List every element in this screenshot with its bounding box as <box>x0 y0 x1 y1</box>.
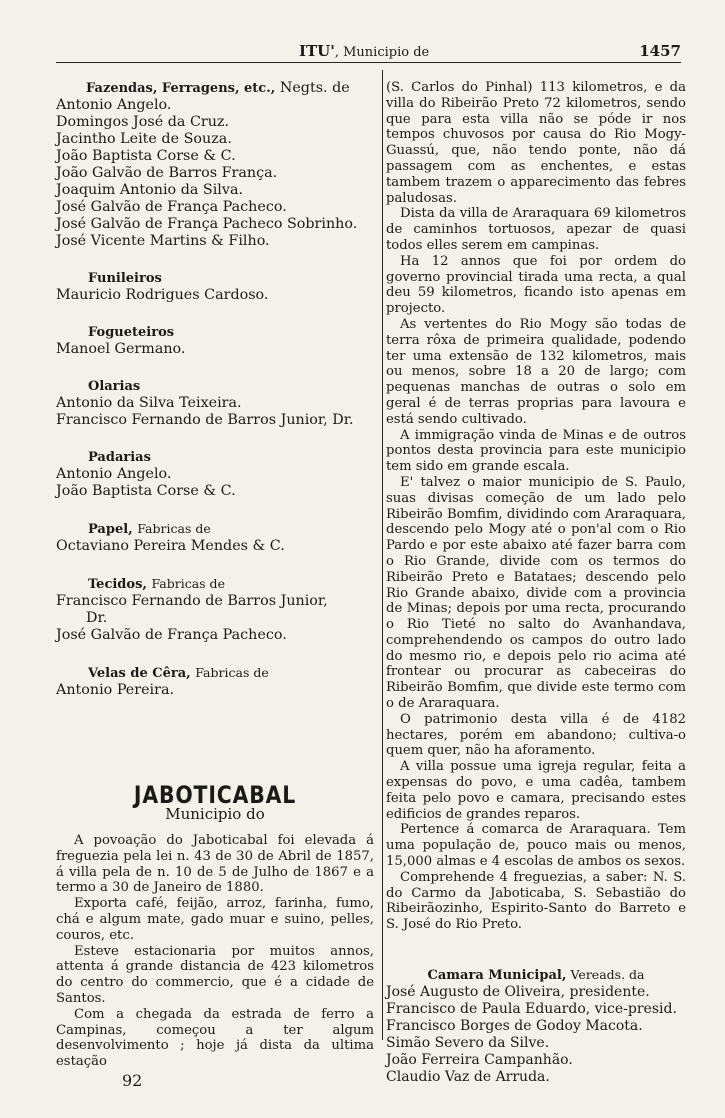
body-paragraph: A villa possue uma igreja regular, feita a expensas do povo, e uma cadêa, tambem feita pelo povo e camara, precisando estes edificios de grandes reparos. <box>386 759 686 822</box>
list-item-continuation: Dr. <box>86 610 108 626</box>
category-suffix: Fabricas de <box>195 665 269 680</box>
list-item: Francisco Borges de Godoy Macota. <box>386 1017 643 1034</box>
funileiros-heading <box>56 270 374 287</box>
list-item: Joaquim Antonio da Silva. <box>56 182 244 198</box>
padarias-heading <box>56 449 374 466</box>
category-suffix: Vereads. da <box>570 967 645 983</box>
list-item: João Baptista Corse & C. <box>56 483 236 499</box>
category-label: Papel, <box>88 522 133 537</box>
list-item: Francisco Fernando de Barros Junior, Dr. <box>56 412 354 428</box>
right-column <box>386 80 686 1086</box>
section-subtitle: Municipio do <box>165 805 265 823</box>
category-label: Olarias <box>88 379 141 394</box>
list-item: Mauricio Rodrigues Cardoso. <box>56 287 269 303</box>
list-item: Octaviano Pereira Mendes & C. <box>56 538 285 554</box>
column-divider <box>382 70 383 1040</box>
body-paragraph: Esteve estacionaria por muitos annos, attenta á grande distancia de 423 kilometros do centro do commercio, que é a cidade de Santos. <box>56 943 374 1006</box>
body-paragraph: Com a chegada da estrada de ferro a Campinas, começou a ter algum desenvolvimento ; hoje já dista da ultima estação <box>56 1006 374 1070</box>
page-header <box>56 40 681 63</box>
fazendas-heading <box>56 80 374 97</box>
list-item: Francisco Fernando de Barros Junior, <box>56 593 328 609</box>
category-suffix: Fabricas de <box>151 576 225 591</box>
papel-heading <box>56 520 374 538</box>
list-item: José Galvão de França Pacheco. <box>56 627 287 643</box>
city-name: ITU' <box>299 42 335 60</box>
list-item: José Galvão de França Pacheco Sobrinho. <box>56 216 358 232</box>
list-item: Francisco de Paula Eduardo, vice-presid. <box>386 1000 677 1017</box>
olarias-heading <box>56 378 374 395</box>
body-paragraph: A povoação do Jaboticabal foi elevada á freguezia pela lei n. 43 de 30 de Abril de 1857, á villa pela de n. 10 de 5 de Julho de 1867 e a termo a 30 de Janeiro de 1880. <box>56 833 374 896</box>
body-paragraph: Dista da villa de Araraquara 69 kilometros de caminhos tortuosos, apezar de quasi todos elles serem em campinas. <box>386 206 686 253</box>
body-paragraph: Ha 12 annos que foi por ordem do governo provincial tirada uma recta, a qual deu 59 kilometros, ficando isto apenas em projecto. <box>386 253 686 317</box>
body-paragraph: Comprehende 4 freguezias, a saber: N. S. do Carmo da Jaboticaba, S. Sebastião do Ribeirãozinho, Espirito-Santo do Barreto e S. José do Rio Preto. <box>386 869 686 933</box>
list-item: João Galvão de Barros França. <box>56 165 278 181</box>
list-item: José Galvão de França Pacheco. <box>56 199 287 215</box>
body-paragraph: Pertence á comarca de Araraquara. Tem uma população de, pouco mais ou menos, 15,000 almas e 4 escolas de ambos os sexos. <box>386 822 686 870</box>
list-item: Antonio Angelo. <box>56 466 172 482</box>
section-title: JABOTICABAL <box>133 781 297 809</box>
list-item: Domingos José da Cruz. <box>56 114 230 130</box>
camara-heading <box>386 967 686 984</box>
category-suffix: Fabricas de <box>137 521 211 536</box>
body-paragraph: E' talvez o maior municipio de S. Paulo, suas divisas começão de um lado pelo Ribeirão Bomfim, dividindo com Araraquara, descendo pelo Mogy até o pon'al com o Rio Pardo e por este abaixo até fazer barra com o Rio Grande, divide com os termos do Ribeirão Preto e Batataes; descendo pelo Rio Grande abaixo, divide com a provincia de Minas; depois por uma recta, procurando o Rio Tieté no salto do Avanhandava, comprehendendo os campos do outro lado do mesmo rio, e depois pelo rio acima até frontear ou procurar as cabeceiras do Ribeirão Bomfim, que divide este termo com o de Araraquara. <box>386 474 686 712</box>
list-item: João Baptista Corse & C. <box>56 148 236 164</box>
list-item: João Ferreira Campanhão. <box>386 1051 573 1068</box>
body-paragraph: As vertentes do Rio Mogy são todas de terra rôxa de primeira qualidade, podendo ter uma extensão de 132 kilometros, mais ou menos, sobre 18 a 20 de largo; com pequenas manchas de outras o solo em geral é de terras proprias para lavoura e está sendo cultivado. <box>386 316 686 427</box>
category-label: Camara Municipal, <box>427 968 567 984</box>
body-paragraph: (S. Carlos do Pinhal) 113 kilometros, e da villa do Ribeirão Preto 72 kilometros, sendo que para esta villa não se póde ir nos tempos chuvosos por causa do Rio Mogy-Guassú, que, não tendo ponte, não dá passagem com as enchentes, e estas tambem trazem o apparecimento das febres paludosas. <box>386 80 686 206</box>
list-item: Antonio da Silva Teixeira. <box>56 395 242 411</box>
list-item: Manoel Germano. <box>56 341 186 357</box>
category-label: Funileiros <box>88 271 162 286</box>
left-column <box>56 80 374 1089</box>
list-item: Antonio Pereira. <box>56 682 175 698</box>
page-number: 1457 <box>639 42 681 60</box>
body-paragraph: O patrimonio desta villa é de 4182 hectares, porém em abandono; cultiva-o quem quer, não ha aforamento. <box>386 711 686 759</box>
list-item: José Augusto de Oliveira, presidente. <box>386 983 650 1000</box>
list-item: Antonio Angelo. <box>56 97 172 113</box>
category-suffix: Negts. de <box>279 80 350 96</box>
list-item: Claudio Vaz de Arruda. <box>386 1068 550 1085</box>
velas-heading <box>56 664 374 682</box>
footer-page-number: 92 <box>122 1070 143 1090</box>
running-title <box>299 42 429 60</box>
list-item: Simão Severo da Silve. <box>386 1034 550 1051</box>
category-label: Fogueteiros <box>88 325 175 340</box>
camara-municipal-section <box>386 967 686 1086</box>
list-item: José Vicente Martins & Filho. <box>56 233 270 249</box>
body-paragraph: A immigração vinda de Minas e de outros pontos desta provincia para este municipio tem sido em grande escala. <box>386 427 686 475</box>
category-label: Tecidos, <box>88 577 147 592</box>
category-label: Fazendas, Ferragens, etc., <box>86 81 276 96</box>
category-label: Padarias <box>88 450 151 465</box>
running-subtitle: , Municipio de <box>334 45 430 60</box>
tecidos-heading <box>56 575 374 593</box>
fogueteiros-heading <box>56 324 374 341</box>
body-paragraph: Exporta café, feijão, arroz, farinha, fumo, chá e algum mate, gado muar e suino, pelles, couros, etc. <box>56 896 374 943</box>
list-item: Jacintho Leite de Souza. <box>56 131 232 147</box>
category-label: Velas de Cêra, <box>88 666 191 681</box>
